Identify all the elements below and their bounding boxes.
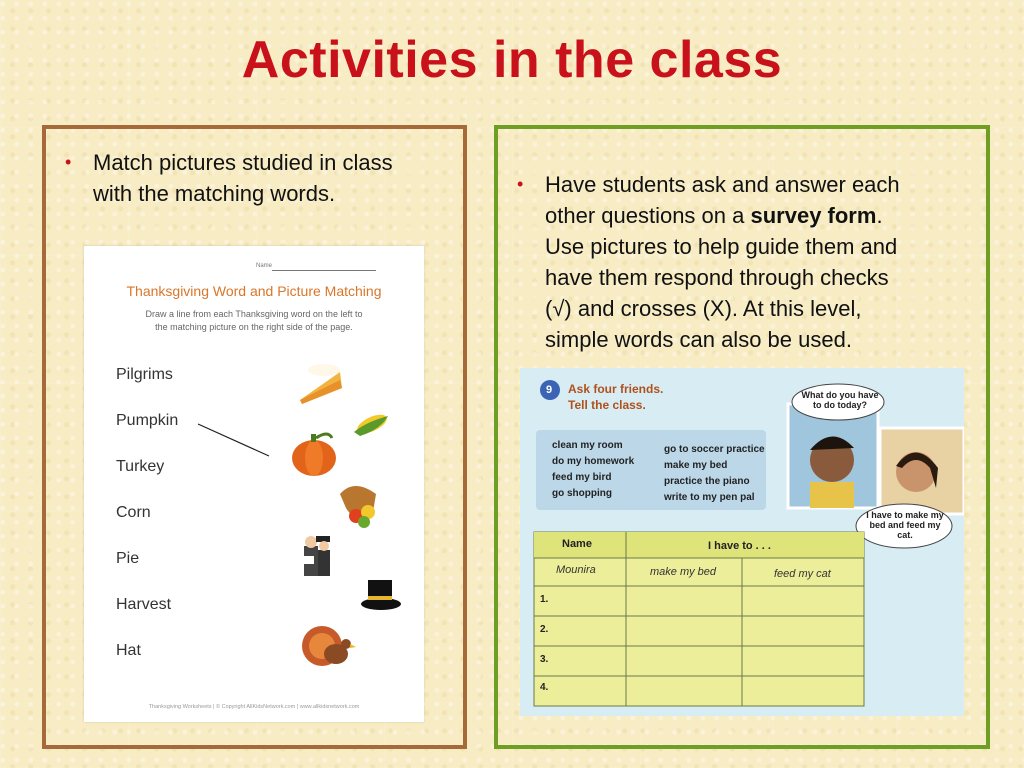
exercise-number: 9 (546, 384, 553, 396)
table-header-name: Name (562, 538, 592, 550)
worksheet-word: Harvest (116, 596, 172, 613)
harvest-icon (340, 486, 376, 528)
table-example-task2: feed my cat (774, 568, 831, 580)
right-bullet-line6: simple words can also be used. (545, 327, 852, 352)
activity-item: do my homework (552, 456, 635, 467)
activity-item: practice the piano (664, 476, 750, 487)
table-example-name: Mounira (556, 564, 596, 576)
worksheet-footer: Thanksgiving Worksheets | © Copyright AllKidsNetwork.com | www.allkidsnetwork.com (148, 704, 360, 710)
right-bullet-line2-pre: other questions on a (545, 203, 751, 228)
activity-item: write to my pen pal (664, 492, 755, 503)
slide-title: Activities in the class (241, 31, 783, 89)
pumpkin-icon (292, 434, 336, 476)
survey-form-emphasis: survey form (750, 203, 877, 228)
worksheet-instructions-line1: Draw a line from each Thanksgiving word on the left to (145, 309, 363, 319)
right-bullet-line3: Use pictures to help guide them and (545, 234, 898, 259)
question-bubble-text: What do you have to do today? (801, 390, 879, 410)
thanksgiving-worksheet (84, 246, 424, 722)
pie-icon (300, 364, 342, 404)
worksheet-drawings (84, 246, 424, 722)
activity-item: go shopping (552, 488, 612, 499)
right-bullet-line2 (545, 200, 975, 231)
worksheet-name-label: Name (256, 263, 273, 269)
corn-icon (354, 411, 389, 437)
table-row-number: 2. (540, 624, 549, 635)
left-bullet-line2: with the matching words. (93, 181, 336, 206)
pilgrims-icon (302, 536, 330, 576)
right-bullet-text (517, 169, 975, 355)
exercise-heading-line1: Ask four friends. (568, 382, 664, 396)
left-bullet-text (65, 147, 453, 209)
worksheet-word: Hat (116, 642, 141, 659)
activity-item: clean my room (552, 440, 623, 451)
activity-item: go to soccer practice (664, 444, 765, 455)
activity-item: feed my bird (552, 472, 612, 483)
bullet-dot-icon: • (517, 174, 524, 194)
worksheet-instructions-line2: the matching picture on the right side of the page. (155, 322, 353, 332)
right-bullet-line4: have them respond through checks (545, 265, 889, 290)
table-row-number: 3. (540, 654, 549, 665)
worksheet-word: Pie (116, 550, 140, 567)
table-example-task1: make my bed (650, 566, 717, 578)
right-bullet-line5: (√) and crosses (X). At this level, (545, 296, 862, 321)
right-bullet-line2-post: . (876, 203, 883, 228)
left-bullet-line1: Match pictures studied in class (93, 150, 393, 175)
worksheet-word: Pilgrims (116, 366, 173, 383)
worksheet-title: Thanksgiving Word and Picture Matching (126, 283, 382, 299)
turkey-icon (302, 626, 356, 666)
answer-bubble-text: I have to make my bed and feed my cat. (866, 510, 944, 540)
textbook-survey-page (520, 368, 964, 716)
table-row-number: 4. (540, 682, 549, 693)
worksheet-word: Pumpkin (116, 412, 179, 429)
worksheet-word: Turkey (116, 458, 165, 475)
table-header-have: I have to . . . (708, 540, 771, 552)
right-bullet-line1: Have students ask and answer each (545, 172, 900, 197)
matching-line (198, 424, 269, 456)
activity-item: make my bed (664, 460, 728, 471)
table-row-number: 1. (540, 594, 549, 605)
hat-icon (361, 580, 401, 610)
worksheet-word: Corn (116, 504, 151, 521)
exercise-heading-line2: Tell the class. (568, 398, 646, 412)
bullet-dot-icon: • (65, 152, 72, 172)
